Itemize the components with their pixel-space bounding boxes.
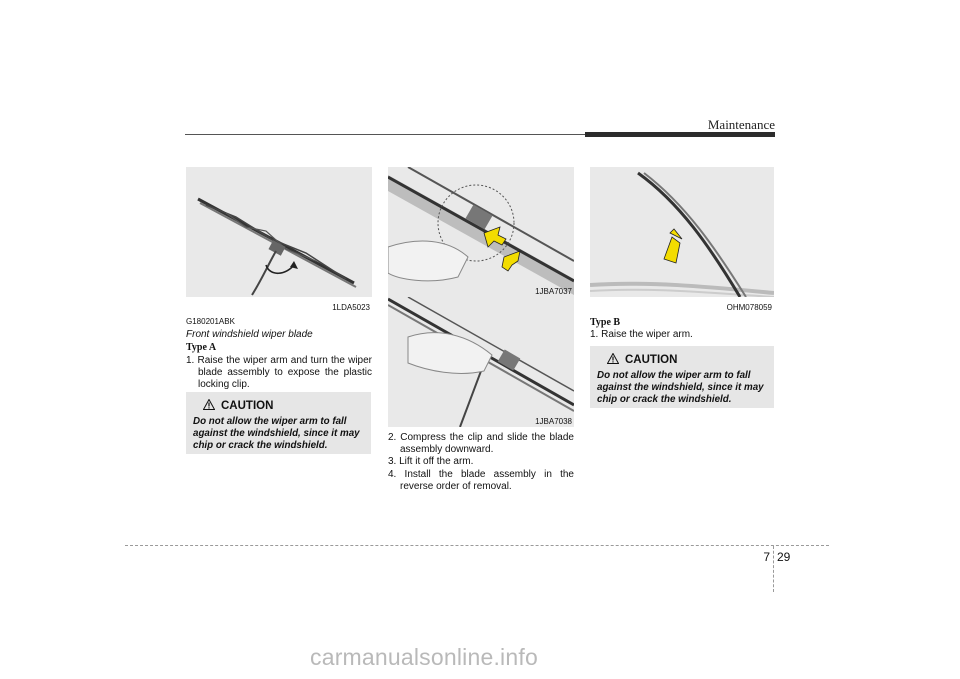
figure-wiper-blade-type-a bbox=[186, 167, 372, 297]
wiper-illustration-4 bbox=[590, 167, 774, 297]
header-rule-thick bbox=[585, 132, 775, 137]
figure-label-1: 1LDA5023 bbox=[332, 303, 370, 312]
type-b-label: Type B bbox=[590, 317, 621, 328]
page-number: 29 bbox=[777, 550, 791, 564]
caution-text: Do not allow the wiper arm to fall against the windshield, since it may chip or crack the windshield. bbox=[193, 416, 360, 451]
header-rule bbox=[185, 134, 585, 135]
wiper-illustration-1 bbox=[186, 167, 372, 297]
caution-title: CAUTION bbox=[221, 400, 274, 412]
figure-label-3: 1JBA7038 bbox=[535, 417, 572, 426]
section-code: G180201ABK bbox=[186, 317, 235, 326]
caution-box-2 bbox=[590, 346, 774, 408]
section-heading: Front windshield wiper blade bbox=[186, 329, 313, 340]
caution-text: Do not allow the wiper arm to fall against the windshield, since it may chip or crack the windshield. bbox=[597, 370, 764, 405]
figure-wiper-type-b bbox=[590, 167, 774, 297]
wiper-illustration-3 bbox=[388, 297, 574, 427]
figure-label-4: OHM078059 bbox=[726, 303, 772, 312]
figure-compress-clip bbox=[388, 167, 574, 297]
figure-slide-blade bbox=[388, 297, 574, 427]
warning-icon bbox=[203, 399, 215, 413]
warning-icon bbox=[607, 353, 619, 367]
step-4: 4. Install the blade assembly in the reverse order of removal. bbox=[388, 469, 574, 492]
page-number-divider bbox=[773, 546, 774, 592]
wiper-illustration-2 bbox=[388, 167, 574, 297]
section-title: Maintenance bbox=[707, 117, 775, 132]
caution-box-1 bbox=[186, 392, 371, 454]
chapter-number: 7 bbox=[763, 550, 770, 564]
step-3: 3. Lift it off the arm. bbox=[388, 456, 474, 467]
type-a-label: Type A bbox=[186, 342, 217, 353]
step-1-type-a: 1. Raise the wiper arm and turn the wiper blade assembly to expose the plastic locking clip. bbox=[186, 355, 372, 390]
caution-title: CAUTION bbox=[625, 354, 678, 366]
step-2: 2. Compress the clip and slide the blade assembly downward. bbox=[388, 432, 574, 455]
footer-rule bbox=[125, 545, 829, 546]
watermark: carmanualsonline.info bbox=[310, 644, 538, 670]
figure-label-2: 1JBA7037 bbox=[535, 287, 572, 296]
step-1-type-b: 1. Raise the wiper arm. bbox=[590, 329, 693, 340]
